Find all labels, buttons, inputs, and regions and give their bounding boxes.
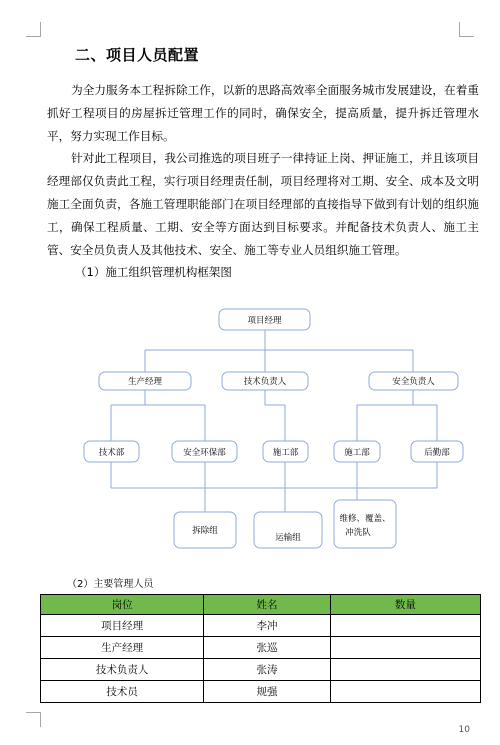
org-label-maintenance-team-line2: 冲洗队: [345, 528, 371, 538]
org-label-demolition-team: 拆除组: [192, 526, 218, 536]
cell-quantity: [330, 637, 480, 659]
cell-name: 张涛: [204, 659, 330, 681]
column-header-name: 姓名: [204, 595, 330, 615]
cell-position: 技术负责人: [41, 659, 204, 681]
org-box-maintenance-team: [334, 500, 396, 548]
column-header-quantity: 数量: [330, 595, 480, 615]
cell-position: 生产经理: [41, 637, 204, 659]
org-label-technical-dept: 技术部: [98, 448, 125, 458]
staff-table: [40, 594, 481, 703]
org-label-construction-dept: 施工部: [344, 448, 370, 458]
cell-position: 项目经理: [41, 615, 204, 637]
paragraph: 为全力服务本工程拆除工作，以新的思路高效率全面服务城市发展建设，在着重抓好工程项目的房屋拆迁管理工作的同时，确保安全，提高质量，提升拆迁管理水平，努力实现工作目标。: [47, 83, 479, 143]
org-label-technical-lead: 技术负责人: [243, 377, 287, 387]
table-row: [41, 681, 481, 703]
table-header-row: [41, 595, 481, 615]
table-row: [41, 637, 481, 659]
org-chart-connectors: [111, 330, 437, 512]
table-row: [41, 659, 481, 681]
org-label-production-manager: 生产经理: [127, 377, 163, 387]
org-label-safety-env-dept: 安全环保部: [183, 448, 226, 458]
cell-quantity: [330, 681, 480, 703]
cell-position: 技术员: [41, 681, 204, 703]
org-label-construction-dept: 施工部: [272, 448, 299, 458]
table-row: [41, 615, 481, 637]
section-title: 二、项目人员配置: [75, 46, 200, 64]
cell-name: 规强: [204, 681, 330, 703]
org-label-transport-team: 运输组: [275, 533, 301, 543]
paragraph: 针对此工程项目，我公司推选的项目班子一律持证上岗、押证施工，并且该项目经理部仅负责此工程，实行项目经理责任制，项目经理将对工期、安全、成本及文明施工全面负责，各施工管理职能部门在项目经理部的直接指导下做到有计划的组织施工，确保工程质量、工期、安全等方面达到目标要求。并配备技术负责人、施工主管、安全员负责人及其他技术、安全、施工等专业人员组织施工管理。: [47, 151, 479, 257]
cell-name: 李冲: [204, 615, 330, 637]
cell-quantity: [330, 659, 480, 681]
org-label-maintenance-team-line1: 维修、覆盖、: [339, 514, 391, 524]
org-label-safety-lead: 安全负责人: [392, 377, 435, 387]
staff-heading: （2）主要管理人员: [67, 579, 154, 590]
org-label-project-manager: 项目经理: [247, 316, 282, 326]
cell-quantity: [330, 615, 480, 637]
cell-name: 张巡: [204, 637, 330, 659]
page-number: 10: [458, 725, 470, 735]
org-label-logistics-dept: 后勤部: [424, 448, 450, 458]
column-header-position: 岗位: [41, 595, 204, 615]
org-chart-heading: （1）施工组织管理机构框架图: [75, 265, 232, 279]
